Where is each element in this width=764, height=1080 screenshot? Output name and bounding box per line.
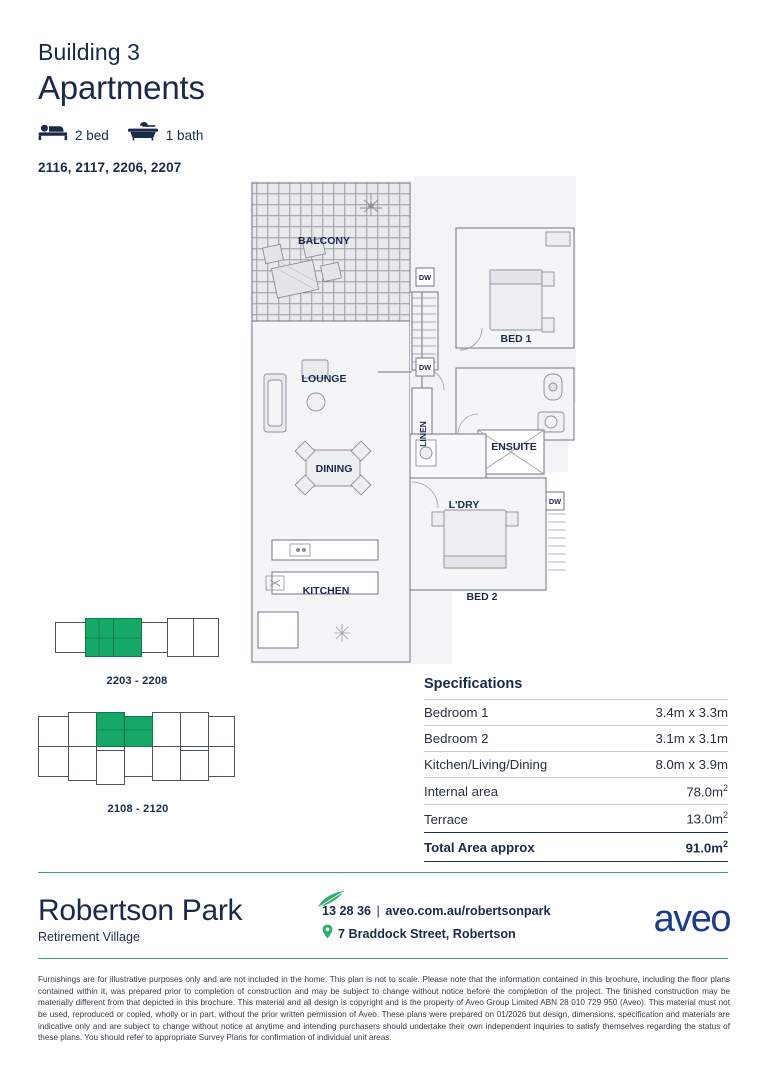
- floor-plan: [246, 172, 582, 662]
- spec-row-terrace: [424, 804, 728, 831]
- spec-label: Internal area: [424, 784, 499, 800]
- room-label-ldry: L'DRY: [448, 499, 480, 511]
- dwelling-summary: [38, 121, 205, 144]
- key-plan-1-drawing: [55, 612, 219, 664]
- spec-label: Bedroom 2: [424, 731, 489, 746]
- spec-value: 3.1m x 3.1m: [655, 731, 728, 746]
- spec-value-wrap: [686, 810, 728, 826]
- spec-row-internal-area: [424, 777, 728, 804]
- divider-bottom: [38, 958, 728, 959]
- appliance-label-dw-3: DW: [548, 497, 562, 506]
- website-link[interactable]: aveo.com.au/robertsonpark: [385, 904, 551, 918]
- phone-number[interactable]: 13 28 36: [322, 904, 372, 918]
- key-plan-level-2203: [55, 612, 219, 687]
- spec-total-value-wrap: [686, 839, 728, 855]
- room-label-balcony: BALCONY: [298, 235, 350, 247]
- village-subtitle: Retirement Village: [38, 930, 140, 944]
- building-label: Building 3: [38, 39, 141, 65]
- bath-count-label: 1 bath: [165, 128, 204, 144]
- bed-count-label: 2 bed: [75, 128, 109, 144]
- page-title: Apartments: [38, 69, 205, 107]
- specifications-heading: Specifications: [424, 676, 523, 692]
- appliance-label-dw-1: DW: [418, 273, 432, 282]
- page-header: [38, 40, 205, 175]
- contact-line-2: [322, 924, 550, 946]
- spec-label: Bedroom 1: [424, 705, 489, 720]
- spec-total-value: 91.0m: [685, 840, 723, 856]
- spec-total-unit-exponent: 2: [723, 838, 728, 849]
- room-label-bed1: BED 1: [500, 333, 532, 345]
- map-pin-icon: [322, 924, 333, 946]
- bath-summary: [127, 121, 204, 144]
- unit-numbers: 2116, 2117, 2206, 2207: [38, 160, 182, 176]
- spec-label: Kitchen/Living/Dining: [424, 757, 548, 772]
- footer: [38, 896, 730, 956]
- spec-total-label: Total Area approx: [424, 840, 535, 856]
- room-label-kitchen: KITCHEN: [302, 585, 350, 597]
- village-brand: [38, 896, 242, 944]
- specifications-table: [424, 676, 728, 862]
- spec-row-bedroom-1: [424, 699, 728, 725]
- spec-value-unit-exponent: 2: [723, 810, 728, 821]
- bed-summary: [38, 122, 109, 144]
- appliance-label-dw-2: DW: [418, 363, 432, 372]
- key-plan-level-2108: [38, 708, 238, 815]
- bed-icon: [38, 122, 68, 144]
- spec-value: 78.0m: [686, 784, 723, 800]
- spec-value: 13.0m: [686, 811, 723, 827]
- spec-row-total-area: [424, 832, 728, 862]
- village-name: Robertson Park: [38, 894, 243, 927]
- aveo-logo-text: aveo: [653, 898, 730, 940]
- key-plan-2-drawing: [38, 708, 238, 792]
- spec-label: Terrace: [424, 811, 468, 827]
- contact-line-1: [322, 902, 550, 922]
- divider-top: [38, 872, 728, 873]
- disclaimer-text: Furnishings are for illustrative purposes only and are not included in the home. This plan is not to scale. Please note that the information contained in this brochure, including the floor plans contained within it, was prepared prior to completion of construction and may be subject to change without notice before the completion of the project. The finished construction may be materially different from that depicted in this brochure. This material and all design is copyright and is the property of Aveo Group Limited ABN 28 010 729 950 (Aveo). This material must not be used, reproduced or copied, wholly or in part, without the prior written permission of Aveo. These plans were prepared on 01/2026 but design, dimensions, specification and materials are indicative only and are subject to change without notice at anytime and intending purchasers should undertake their own independent inquiries to satisfy themselves regarding the status of these plans. You should refer to appropriate Survey Plans for confirmation of individual unit areas.: [38, 975, 730, 1043]
- spec-row-kitchen-living-dining: [424, 751, 728, 777]
- spec-value-wrap: [686, 783, 728, 799]
- contact-separator: |: [376, 904, 380, 918]
- spec-value-unit-exponent: 2: [723, 783, 728, 793]
- room-label-lounge: LOUNGE: [301, 373, 347, 385]
- key-plan-1-caption: 2203 - 2208: [106, 675, 168, 687]
- room-label-linen: LINEN: [418, 421, 428, 447]
- spec-value: 8.0m x 3.9m: [655, 757, 728, 772]
- spec-row-bedroom-2: [424, 725, 728, 751]
- room-label-dining: DINING: [315, 463, 353, 475]
- spec-value: 3.4m x 3.3m: [655, 705, 728, 720]
- floor-plan-drawing: [246, 172, 582, 664]
- aveo-logo: [654, 900, 730, 938]
- key-plan-2-caption: 2108 - 2120: [107, 803, 169, 815]
- street-address: 7 Braddock Street, Robertson: [338, 926, 516, 941]
- contact-block: [322, 902, 550, 945]
- room-label-bed2: BED 2: [466, 591, 498, 603]
- bathtub-icon: [127, 121, 159, 144]
- room-label-ensuite: ENSUITE: [491, 441, 537, 453]
